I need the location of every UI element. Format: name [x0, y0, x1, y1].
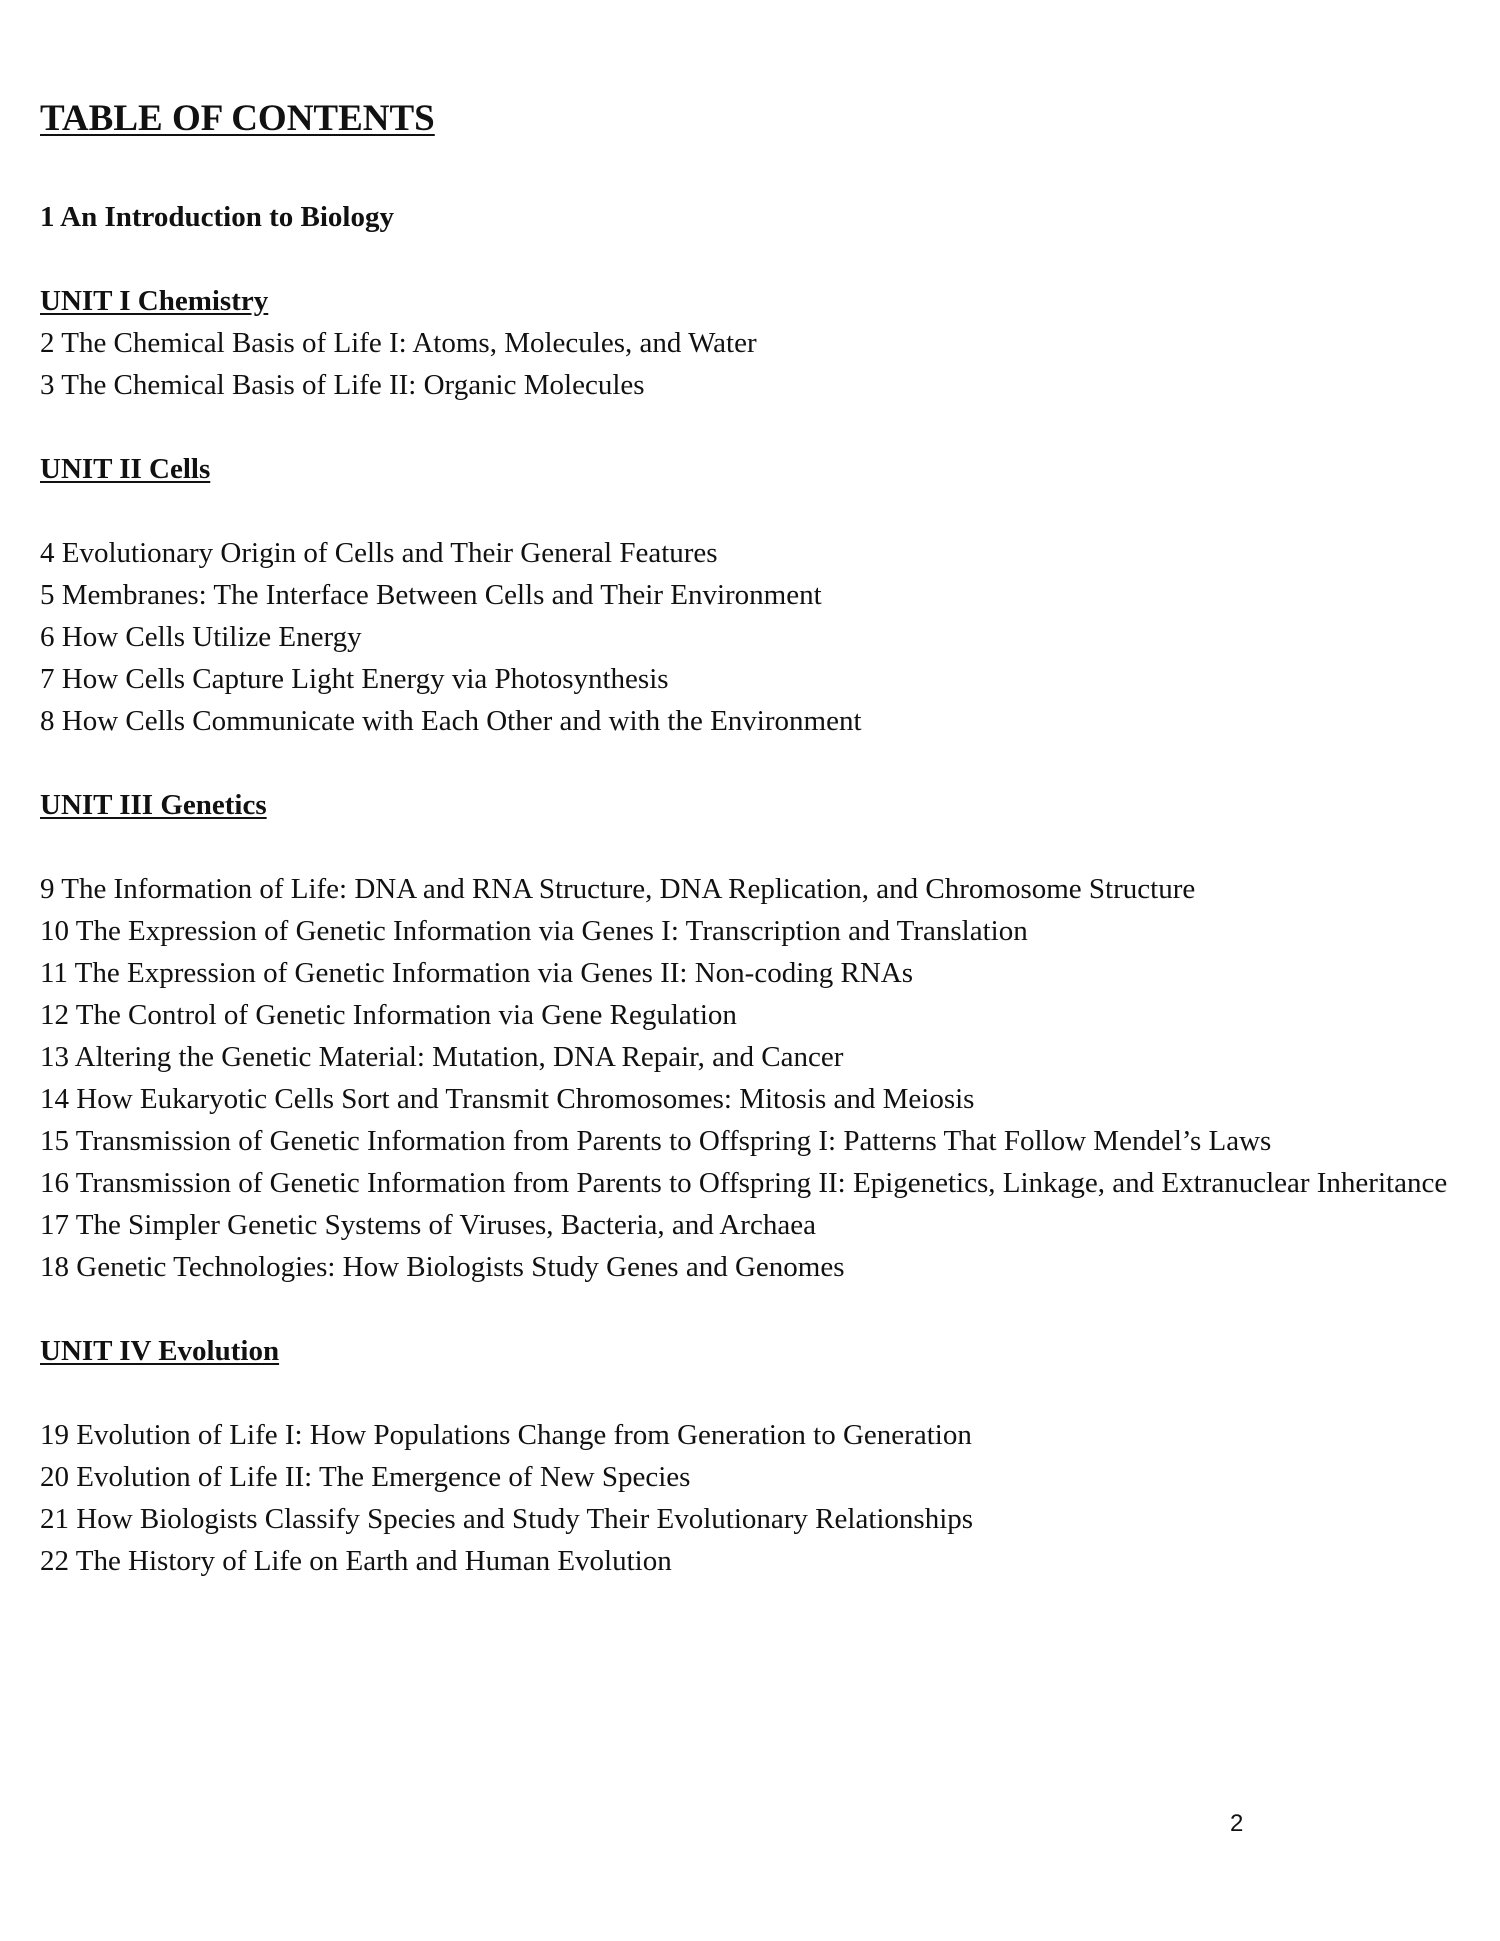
chapter-item: 10 The Expression of Genetic Information via Genes I: Transcription and Translation [40, 915, 1028, 947]
chapter-item: 11 The Expression of Genetic Information via Genes II: Non-coding RNAs [40, 957, 914, 989]
unit-cells [40, 448, 1460, 742]
unit-evolution [40, 1330, 1460, 1582]
chapter-item: 3 The Chemical Basis of Life II: Organic Molecules [40, 369, 645, 401]
chapter-item: 22 The History of Life on Earth and Human Evolution [40, 1545, 672, 1577]
chapter-item: 18 Genetic Technologies: How Biologists Study Genes and Genomes [40, 1251, 845, 1283]
unit-heading: UNIT III Genetics [40, 789, 267, 821]
unit-genetics [40, 784, 1460, 1288]
chapter-item: 16 Transmission of Genetic Information from Parents to Offspring II: Epigenetics, Linkage, and Extranuclear Inheritance [40, 1167, 1448, 1199]
unit-heading: UNIT II Cells [40, 453, 211, 485]
chapter-item: 13 Altering the Genetic Material: Mutation, DNA Repair, and Cancer [40, 1041, 844, 1073]
chapter-item: 4 Evolutionary Origin of Cells and Their General Features [40, 537, 718, 569]
chapter-item: 2 The Chemical Basis of Life I: Atoms, Molecules, and Water [40, 327, 757, 359]
chapter-item: 5 Membranes: The Interface Between Cells and Their Environment [40, 579, 822, 611]
unit-heading: UNIT IV Evolution [40, 1335, 280, 1367]
chapter-item: 12 The Control of Genetic Information via Gene Regulation [40, 999, 737, 1031]
chapter-item: 6 How Cells Utilize Energy [40, 621, 362, 653]
chapter-item: 21 How Biologists Classify Species and Study Their Evolutionary Relationships [40, 1503, 974, 1535]
chapter-item: 14 How Eukaryotic Cells Sort and Transmit Chromosomes: Mitosis and Meiosis [40, 1083, 975, 1115]
intro-chapter: 1 An Introduction to Biology [40, 201, 394, 233]
chapter-item: 15 Transmission of Genetic Information from Parents to Offspring I: Patterns That Follow Mendel’s Laws [40, 1125, 1272, 1157]
chapter-item: 19 Evolution of Life I: How Populations Change from Generation to Generation [40, 1419, 972, 1451]
chapter-item: 9 The Information of Life: DNA and RNA Structure, DNA Replication, and Chromosome Structure [40, 873, 1196, 905]
chapter-item: 17 The Simpler Genetic Systems of Viruses, Bacteria, and Archaea [40, 1209, 816, 1241]
unit-chemistry [40, 280, 1460, 406]
unit-heading: UNIT I Chemistry [40, 285, 269, 317]
page-number: 2 [1230, 1810, 1244, 1837]
page-title: TABLE OF CONTENTS [40, 98, 435, 139]
chapter-item: 20 Evolution of Life II: The Emergence of New Species [40, 1461, 691, 1493]
toc-page [40, 96, 1460, 1582]
chapter-item: 8 How Cells Communicate with Each Other and with the Environment [40, 705, 862, 737]
chapter-item: 7 How Cells Capture Light Energy via Photosynthesis [40, 663, 669, 695]
